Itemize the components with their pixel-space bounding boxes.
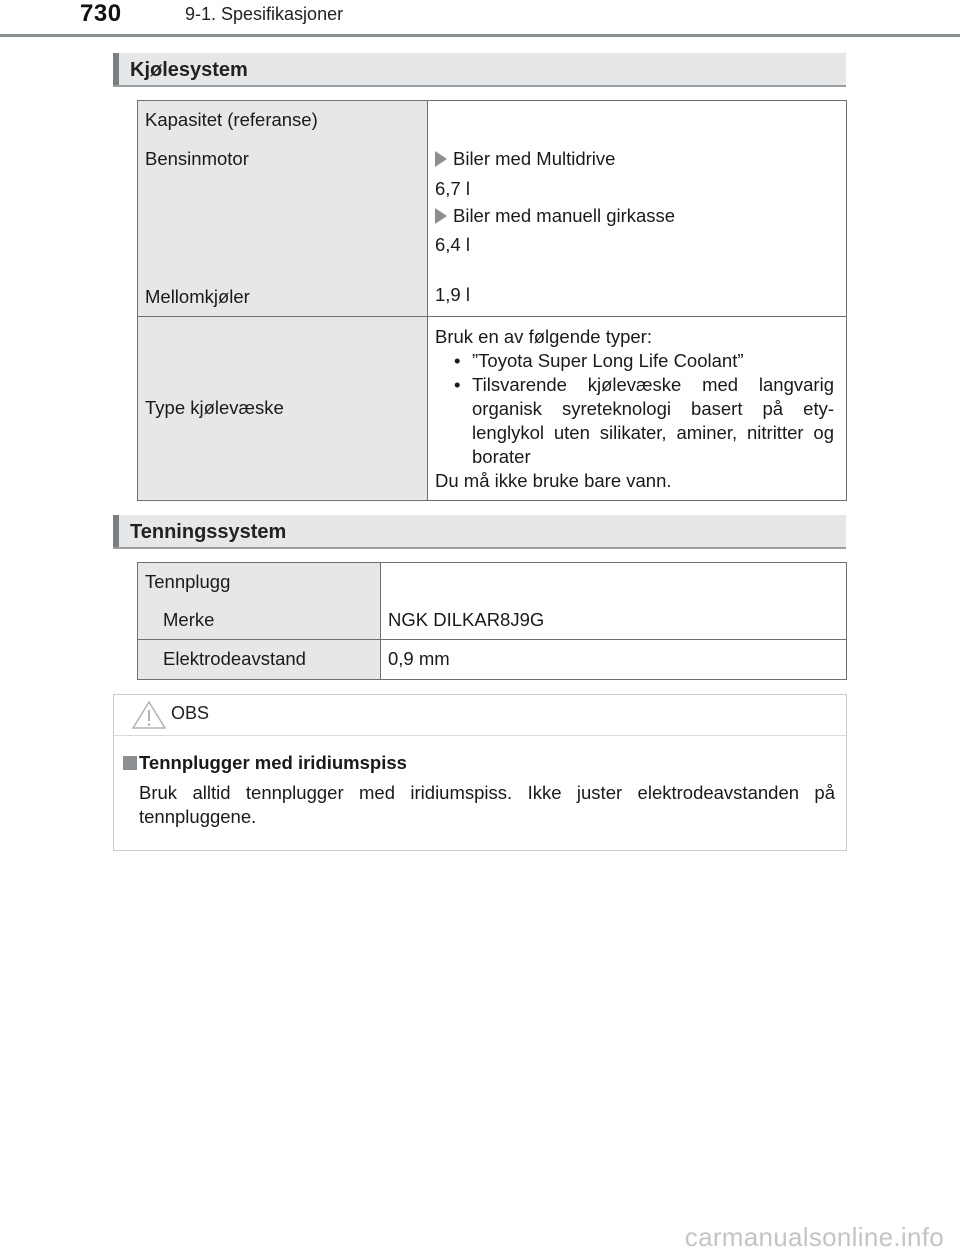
coolant-type-left-cell	[138, 317, 428, 501]
brand-value: NGK DILKAR8J9G	[388, 609, 545, 630]
section-accent	[113, 53, 119, 85]
coolant-note: Du må ikke bruke bare vann.	[435, 470, 672, 491]
notice-text: Bruk alltid tennplugger med iridiumspiss. Ikke juster elektrodeavstanden på tennpluggene.	[139, 782, 835, 827]
brand-label: Merke	[163, 609, 215, 630]
petrol-label: Bensinmotor	[145, 148, 249, 169]
notice-header	[114, 695, 846, 736]
gap-right-cell	[381, 640, 847, 680]
spark-plug-left-cell	[138, 563, 381, 640]
cooling-table	[137, 100, 847, 501]
chapter-title: 9-1. Spesifikasjoner	[185, 4, 344, 24]
capacity-left-cell	[138, 101, 428, 317]
triangle-bullet-icon	[435, 151, 447, 167]
capacity-right-cell	[428, 101, 847, 317]
coolant-intro: Bruk en av følgende typer:	[435, 326, 652, 347]
section-accent	[113, 515, 119, 547]
bullet-dot-icon: •	[454, 350, 461, 371]
section-bar-ignition	[113, 515, 846, 549]
capacity-label: Kapasitet (referanse)	[145, 109, 318, 130]
ignition-table	[137, 562, 847, 680]
gap-value: 0,9 mm	[388, 648, 450, 669]
manual-row	[435, 205, 675, 227]
triangle-bullet-icon	[435, 208, 447, 224]
bullet-dot-icon: •	[454, 374, 461, 395]
coolant-bullet-1: • ”Toyota Super Long Life Coolant”	[454, 350, 744, 371]
spark-plug-right-cell	[381, 563, 847, 640]
section-title-cooling: Kjølesystem	[130, 59, 248, 81]
manual-value: 6,4 l	[435, 234, 470, 255]
header-rule	[0, 34, 960, 37]
page-header	[0, 0, 960, 38]
gap-left-cell	[138, 640, 381, 680]
multidrive-row	[435, 148, 615, 170]
coolant-bullet-2: • Tilsvarende kjølevæske med langvarig organisk syreteknologi basert på ety-lenglykol uten silikater, aminer, nitritter og borater	[454, 374, 834, 467]
notice-heading: OBS	[171, 703, 210, 723]
spark-plug-label: Tennplugg	[145, 571, 231, 592]
square-bullet-icon	[123, 756, 137, 770]
manual-label: Biler med manuell girkasse	[453, 205, 676, 226]
notice-box	[113, 694, 847, 851]
page-number: 730	[80, 0, 122, 27]
watermark: carmanualsonline.info	[684, 1222, 944, 1252]
intercooler-label: Mellomkjøler	[145, 286, 250, 307]
gap-label: Elektrodeavstand	[163, 648, 306, 669]
coolant-type-label: Type kjølevæske	[145, 397, 284, 418]
intercooler-value: 1,9 l	[435, 284, 470, 305]
multidrive-value: 6,7 l	[435, 178, 470, 199]
multidrive-label: Biler med Multidrive	[453, 148, 616, 169]
section-title-ignition: Tenningssystem	[130, 521, 287, 543]
notice-subtitle: Tennplugger med iridiumspiss	[139, 752, 407, 773]
section-bar-cooling	[113, 53, 846, 87]
warning-triangle-icon	[131, 700, 167, 730]
coolant-type-right-cell	[428, 317, 847, 501]
